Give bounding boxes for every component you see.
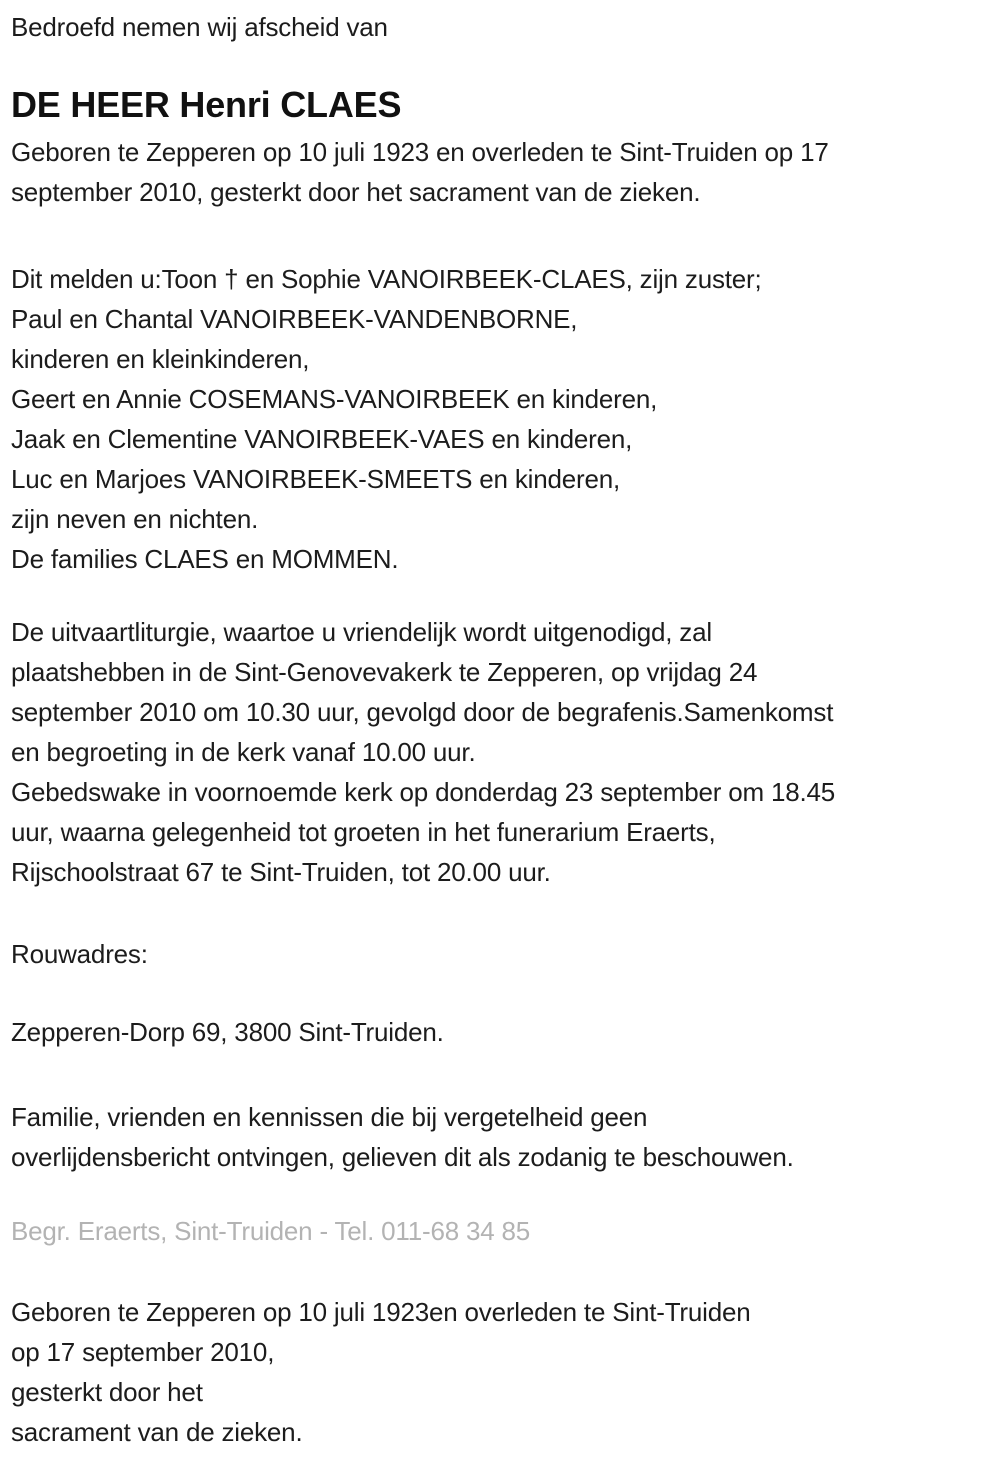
service-line: uur, waarna gelegenheid tot groeten in het funerarium Eraerts, xyxy=(11,817,716,847)
family-line: Luc en Marjoes VANOIRBEEK-SMEETS en kinderen, xyxy=(11,464,620,494)
service-line: plaatshebben in de Sint-Genovevakerk te Zepperen, op vrijdag 24 xyxy=(11,657,758,687)
footer-line: Geboren te Zepperen op 10 juli 1923en overleden te Sint-Truiden xyxy=(11,1297,751,1327)
service-line: De uitvaartliturgie, waartoe u vriendelijk wordt uitgenodigd, zal xyxy=(11,617,712,647)
service-line: Rijschoolstraat 67 te Sint-Truiden, tot 20.00 uur. xyxy=(11,857,551,887)
notice-line: Familie, vrienden en kennissen die bij vergetelheid geen xyxy=(11,1102,648,1132)
notice-line: overlijdensbericht ontvingen, gelieven dit als zodanig te beschouwen. xyxy=(11,1142,794,1172)
birth-death-line: Geboren te Zepperen op 10 juli 1923 en overleden te Sint-Truiden op 17 xyxy=(11,137,829,167)
family-line: Paul en Chantal VANOIRBEEK-VANDENBORNE, xyxy=(11,304,578,334)
family-announcement-paragraph xyxy=(11,259,990,579)
service-line: Gebedswake in voornoemde kerk op donderdag 23 september om 18.45 xyxy=(11,777,836,807)
service-line: en begroeting in de kerk vanaf 10.00 uur. xyxy=(11,737,476,767)
mourning-address-label: Rouwadres: xyxy=(11,939,148,969)
mourning-address-value: Zepperen-Dorp 69, 3800 Sint-Truiden. xyxy=(11,1017,444,1047)
birth-death-line: september 2010, gesterkt door het sacrament van de zieken. xyxy=(11,177,701,207)
undertaker-contact-line: Begr. Eraerts, Sint-Truiden - Tel. 011-68 34 85 xyxy=(11,1216,531,1246)
family-line: Geert en Annie COSEMANS-VANOIRBEEK en kinderen, xyxy=(11,384,658,414)
footer-line: sacrament van de zieken. xyxy=(11,1417,303,1447)
family-line: Jaak en Clementine VANOIRBEEK-VAES en kinderen, xyxy=(11,424,633,454)
family-line: zijn neven en nichten. xyxy=(11,504,259,534)
footer-line: op 17 september 2010, xyxy=(11,1337,275,1367)
service-line: september 2010 om 10.30 uur, gevolgd door de begrafenis.Samenkomst xyxy=(11,697,834,727)
funeral-service-paragraph xyxy=(11,612,990,892)
footer-summary-paragraph xyxy=(11,1292,990,1452)
apology-notice-paragraph xyxy=(11,1097,990,1177)
birth-death-paragraph xyxy=(11,132,990,212)
intro-line: Bedroefd nemen wij afscheid van xyxy=(11,12,388,42)
page-title: DE HEER Henri CLAES xyxy=(11,84,402,125)
family-line: De families CLAES en MOMMEN. xyxy=(11,544,399,574)
family-line: Dit melden u:Toon † en Sophie VANOIRBEEK-CLAES, zijn zuster; xyxy=(11,264,762,294)
family-line: kinderen en kleinkinderen, xyxy=(11,344,310,374)
footer-line: gesterkt door het xyxy=(11,1377,203,1407)
